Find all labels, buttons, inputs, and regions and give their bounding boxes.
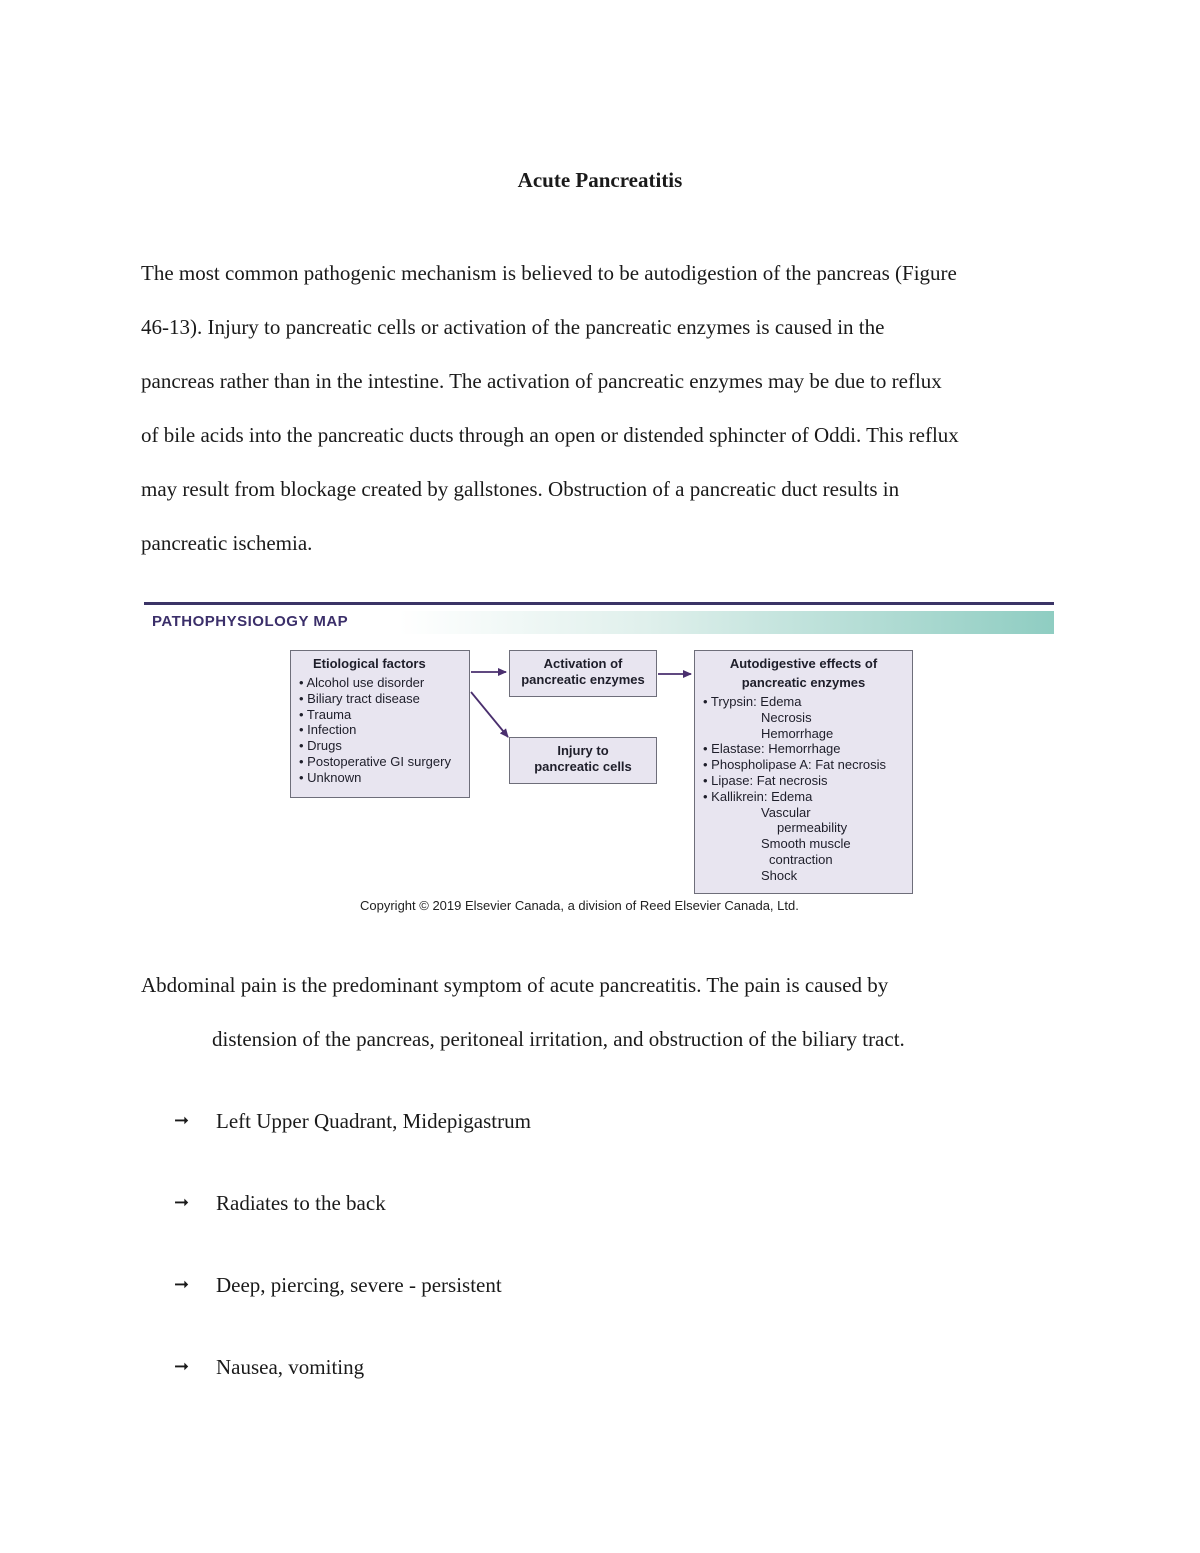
list-item xyxy=(174,1176,531,1258)
paragraph-line: may result from blockage created by gallstones. Obstruction of a pancreatic duct results in xyxy=(141,477,900,501)
list-item: Hemorrhage xyxy=(761,725,834,741)
arrow-right-icon: ➞ xyxy=(174,1356,190,1377)
box-title-line: Injury to xyxy=(557,743,609,758)
activation-box xyxy=(509,650,657,697)
intro-paragraph xyxy=(141,246,1061,570)
etiological-factors-box xyxy=(290,650,470,798)
list-item: contraction xyxy=(769,851,833,867)
list-item: • Alcohol use disorder xyxy=(299,675,425,690)
pathophysiology-map-figure xyxy=(144,602,1056,922)
list-item: permeability xyxy=(777,820,848,836)
box-title-line: pancreatic enzymes xyxy=(521,672,645,687)
list-item: • Postoperative GI surgery xyxy=(299,753,451,769)
list-item xyxy=(174,1340,531,1422)
list-item: • Lipase: Fat necrosis xyxy=(703,772,828,788)
list-item xyxy=(174,1094,531,1176)
paragraph-line: 46-13). Injury to pancreatic cells or activation of the pancreatic enzymes is caused in the xyxy=(141,315,885,339)
paragraph-line: pancreatic ischemia. xyxy=(141,531,313,555)
box-title: Etiological factors xyxy=(313,656,426,671)
box-title-line: Autodigestive effects of xyxy=(729,656,878,671)
list-item: • Biliary tract disease xyxy=(299,690,420,706)
list-item: • Unknown xyxy=(299,769,362,785)
page-title: Acute Pancreatitis xyxy=(517,168,683,192)
symptom-list xyxy=(174,1094,531,1422)
list-item-text: Nausea, vomiting xyxy=(216,1355,365,1379)
paragraph-line: pancreas rather than in the intestine. The activation of pancreatic enzymes may be due to reflux xyxy=(141,369,942,393)
arrow-etiology-to-injury xyxy=(471,692,508,737)
arrow-right-icon: ➞ xyxy=(174,1274,190,1295)
paragraph-line: The most common pathogenic mechanism is believed to be autodigestion of the pancreas (Figure xyxy=(141,261,957,285)
injury-box xyxy=(509,737,657,784)
list-item xyxy=(174,1258,531,1340)
list-item: Necrosis xyxy=(761,709,812,725)
list-item: • Phospholipase A: Fat necrosis xyxy=(703,757,887,773)
figure-copyright: Copyright © 2019 Elsevier Canada, a division of Reed Elsevier Canada, Ltd. xyxy=(360,898,799,913)
list-item: • Trauma xyxy=(299,706,352,722)
figure-heading: PATHOPHYSIOLOGY MAP xyxy=(152,613,349,630)
paragraph-line: of bile acids into the pancreatic ducts through an open or distended sphincter of Oddi. This reflux xyxy=(141,423,959,447)
list-item: Vascular xyxy=(761,804,811,820)
arrow-right-icon: ➞ xyxy=(174,1110,190,1131)
list-item-text: Left Upper Quadrant, Midepigastrum xyxy=(216,1109,531,1133)
list-item-text: Deep, piercing, severe - persistent xyxy=(216,1273,502,1297)
list-item-text: Radiates to the back xyxy=(216,1191,386,1215)
pain-paragraph xyxy=(141,958,905,1066)
autodigestive-effects-box xyxy=(694,650,913,894)
paragraph-line: Abdominal pain is the predominant symptom of acute pancreatitis. The pain is caused by xyxy=(141,973,889,997)
arrow-right-icon: ➞ xyxy=(174,1192,190,1213)
list-item: • Infection xyxy=(299,722,357,738)
paragraph-line: distension of the pancreas, peritoneal irritation, and obstruction of the biliary tract. xyxy=(212,1027,905,1051)
list-item: Shock xyxy=(761,867,798,883)
list-item: • Drugs xyxy=(299,738,342,754)
list-item: • Trypsin: Edema xyxy=(703,694,802,709)
box-title-line: Activation of xyxy=(543,656,623,671)
box-title-line: pancreatic cells xyxy=(534,759,632,774)
list-item: • Kallikrein: Edema xyxy=(703,788,813,804)
list-item: Smooth muscle xyxy=(761,836,851,852)
box-title-line: pancreatic enzymes xyxy=(741,675,866,690)
list-item: • Elastase: Hemorrhage xyxy=(703,741,841,757)
